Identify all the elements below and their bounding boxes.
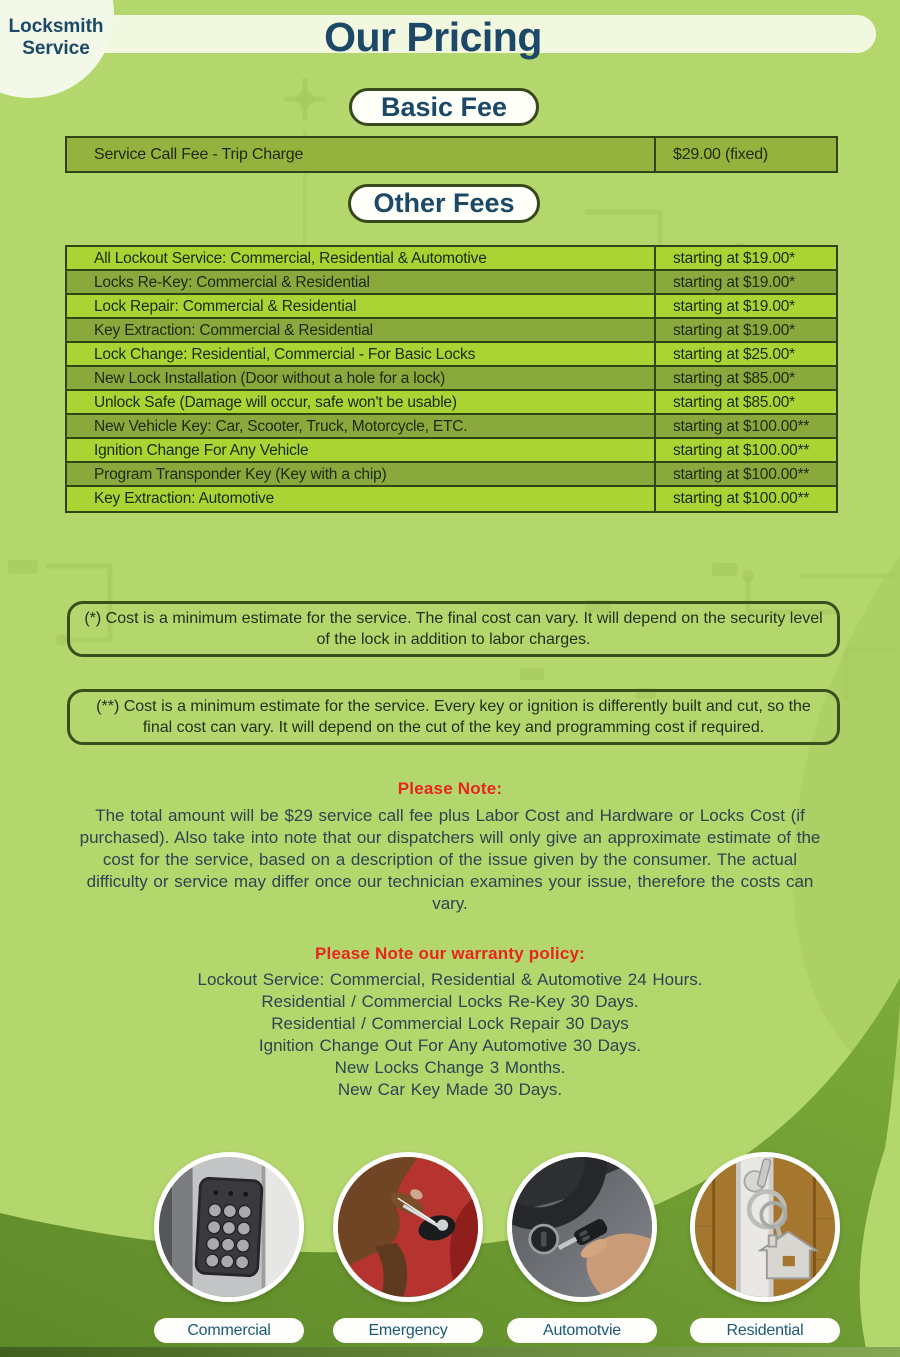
fees-table-row: [67, 343, 836, 367]
basic-fee-heading: Basic Fee: [380, 91, 508, 122]
fee-service-cell: Program Transponder Key (Key with a chip): [94, 466, 387, 483]
fees-table-row: [67, 367, 836, 391]
other-fees-heading: Other Fees: [373, 188, 515, 218]
fee-service-cell: Unlock Safe (Damage will occur, safe won't be usable): [94, 394, 457, 411]
fees-table-row: [67, 463, 836, 487]
warranty-list: [0, 969, 900, 1102]
warranty-item: Lockout Service: Commercial, Residential & Automotive 24 Hours.: [197, 970, 703, 989]
fees-table-row: [67, 271, 836, 295]
warranty-item: New Car Key Made 30 Days.: [337, 1080, 563, 1100]
basic-fee-table: [65, 136, 838, 173]
brand-name-line1: Locksmith: [8, 16, 104, 37]
service-card-residential[interactable]: [690, 1152, 840, 1343]
footnote-double-asterisk: (**) Cost is a minimum estimate for the service. Every key or ignition is differently built and cut, so the final cost can vary. It will depend on the cut of the key and programming cost if required.: [67, 689, 840, 745]
fee-price-cell: starting at $100.00**: [654, 415, 836, 437]
fee-price-cell: starting at $19.00*: [654, 295, 836, 317]
basic-fee-service-cell: Service Call Fee - Trip Charge: [94, 146, 304, 163]
house-keychain-door-photo[interactable]: [690, 1152, 840, 1302]
warranty-item: New Locks Change 3 Months.: [334, 1058, 566, 1078]
fee-price-cell: starting at $85.00*: [654, 367, 836, 389]
fee-service-cell: New Vehicle Key: Car, Scooter, Truck, Motorcycle, ETC.: [94, 418, 468, 435]
service-label-residential[interactable]: Residential: [690, 1318, 840, 1343]
fees-table-row: [67, 391, 836, 415]
basic-fee-heading-pill: [349, 88, 539, 126]
fee-service-cell: New Lock Installation (Door without a hole for a lock): [94, 370, 446, 387]
warranty-section: [0, 944, 900, 1102]
other-fees-heading-pill: [348, 184, 540, 223]
brand-name-line2: Service: [22, 38, 90, 59]
fee-price-cell: starting at $100.00**: [654, 439, 836, 461]
service-card-automotive[interactable]: [507, 1152, 657, 1343]
service-label-emergency[interactable]: Emergency: [333, 1318, 483, 1343]
footnote-single-asterisk: (*) Cost is a minimum estimate for the service. The final cost can vary. It will depend on the security level of the lock in addition to labor charges.: [67, 601, 840, 657]
warranty-heading: Please Note our warranty policy:: [315, 944, 585, 963]
service-card-emergency[interactable]: [333, 1152, 483, 1343]
fee-price-cell: starting at $100.00**: [654, 463, 836, 485]
fee-service-cell: Lock Repair: Commercial & Residential: [94, 298, 357, 315]
fees-table-row: [67, 415, 836, 439]
car-key-ignition-photo[interactable]: [507, 1152, 657, 1302]
fee-service-cell: Key Extraction: Automotive: [94, 490, 275, 507]
fees-table-row: [67, 487, 836, 511]
please-note-section: [0, 779, 900, 915]
service-label-automotive[interactable]: Automotvie: [507, 1318, 657, 1343]
warranty-item: Residential / Commercial Lock Repair 30 Days: [271, 1014, 629, 1034]
fees-table-row: [67, 247, 836, 271]
commercial-keypad-photo[interactable]: [154, 1152, 304, 1302]
fee-service-cell: Key Extraction: Commercial & Residential: [94, 322, 373, 339]
fee-price-cell: starting at $19.00*: [654, 247, 836, 269]
fees-table-row: [67, 439, 836, 463]
brand-name: [0, 16, 112, 60]
please-note-body: The total amount will be $29 service call fee plus Labor Cost and Hardware or Locks Cost (if purchased). Also take into note that our dispatchers will only give an approximate estimate of the cost for the service, based on a description of the issue given by the consumer. The actual difficulty or service may differ once our technician examines your issue, therefore the costs can vary.: [79, 806, 821, 914]
fees-table-row: [67, 319, 836, 343]
fee-price-cell: starting at $25.00*: [654, 343, 836, 365]
other-fees-table: [65, 245, 838, 513]
emergency-car-unlock-photo[interactable]: [333, 1152, 483, 1302]
fees-table-row: [67, 295, 836, 319]
fee-service-cell: Ignition Change For Any Vehicle: [94, 442, 309, 459]
service-label-commercial[interactable]: Commercial: [154, 1318, 304, 1343]
fee-price-cell: starting at $19.00*: [654, 319, 836, 341]
fee-price-cell: starting at $19.00*: [654, 271, 836, 293]
fee-service-cell: All Lockout Service: Commercial, Residential & Automotive: [94, 250, 487, 267]
fee-price-cell: starting at $85.00*: [654, 391, 836, 413]
page-title: Our Pricing: [324, 14, 542, 60]
bottom-strip: [0, 1347, 900, 1357]
please-note-heading: Please Note:: [397, 779, 503, 798]
warranty-item: Residential / Commercial Locks Re-Key 30 Days.: [261, 992, 639, 1012]
fee-service-cell: Lock Change: Residential, Commercial - For Basic Locks: [94, 346, 476, 363]
fee-price-cell: starting at $100.00**: [654, 487, 836, 511]
warranty-item: Ignition Change Out For Any Automotive 30 Days.: [258, 1036, 642, 1056]
fee-service-cell: Locks Re-Key: Commercial & Residential: [94, 274, 370, 291]
basic-fee-price-cell: $29.00 (fixed): [654, 138, 836, 171]
service-card-commercial[interactable]: [154, 1152, 304, 1343]
